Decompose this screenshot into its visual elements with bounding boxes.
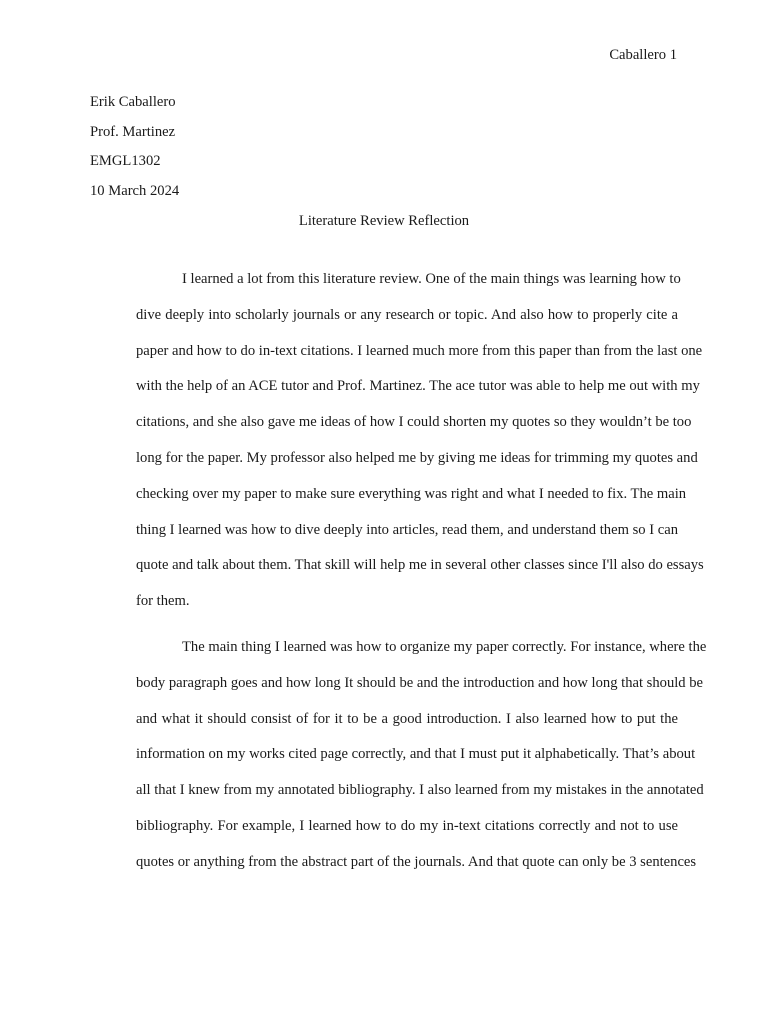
text-line: quote and talk about them. That skill will help me in several other classes since I'll also do essays	[136, 557, 704, 574]
date: 10 March 2024	[90, 183, 180, 200]
text-line: with the help of an ACE tutor and Prof. Martinez. The ace tutor was able to help me out with my	[136, 378, 700, 395]
text-line: The main thing I learned was how to organize my paper correctly. For instance, where the	[182, 638, 707, 655]
text-line: all that I knew from my annotated bibliography. I also learned from my mistakes in the annotated	[136, 782, 704, 799]
text-line: bibliography. For example, I learned how to do my in-text citations correctly and not to use	[136, 817, 678, 834]
text-line: and what it should consist of for it to be a good introduction. I also learned how to put the	[136, 710, 678, 727]
text-line: paper and how to do in-text citations. I learned much more from this paper than from the last one	[136, 342, 703, 359]
text-line: body paragraph goes and how long It should be and the introduction and how long that should be	[136, 674, 704, 691]
text-line: dive deeply into scholarly journals or any research or topic. And also how to properly cite a	[136, 306, 678, 323]
instructor-name: Prof. Martinez	[90, 123, 176, 140]
student-name: Erik Caballero	[90, 94, 176, 110]
course-code: EMGL1302	[90, 153, 161, 170]
text-line: citations, and she also gave me ideas of how I could shorten my quotes so they wouldn’t be too	[136, 414, 692, 431]
text-line: quotes or anything from the abstract part of the journals. And that quote can only be 3 sentences	[136, 853, 697, 870]
text-line: long for the paper. My professor also helped me by giving me ideas for trimming my quotes and	[136, 449, 698, 466]
text-line: I learned a lot from this literature review. One of the main things was learning how to	[182, 271, 681, 287]
mla-heading	[90, 91, 678, 210]
text-line: thing I learned was how to dive deeply into articles, read them, and understand them so I can	[136, 521, 678, 538]
text-line: for them.	[136, 593, 190, 610]
document-title: Literature Review Reflection	[298, 213, 470, 229]
paragraph-1	[90, 262, 704, 620]
running-head: Caballero 1	[609, 47, 677, 63]
text-line: checking over my paper to make sure everything was right and what I needed to fix. The main	[136, 485, 687, 502]
paragraph-2	[90, 630, 707, 881]
document-body	[90, 262, 707, 891]
text-line: information on my works cited page correctly, and that I must put it alphabetically. That’s about	[136, 746, 696, 763]
